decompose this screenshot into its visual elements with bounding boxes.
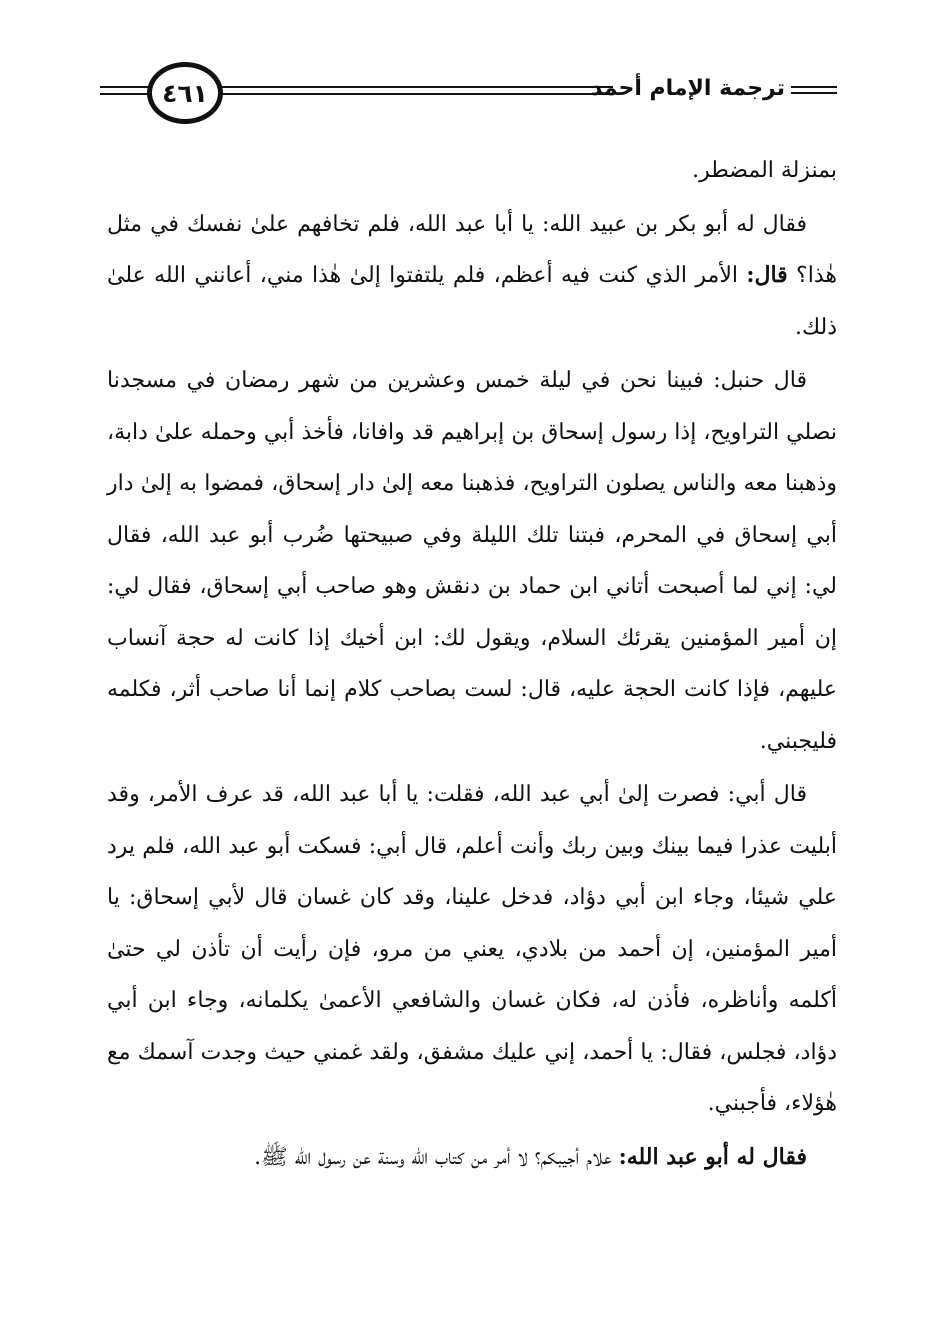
page-number: ٤٦١ — [147, 62, 223, 124]
paragraph — [107, 769, 837, 1130]
paragraph-text: قال أبي: فصرت إلىٰ أبي عبد الله، فقلت: يا أبا عبد الله، قد عرف الأمر، وقد أبليت عذرا فيما بينك وبين ربك وأنت أعلم، قال أبي: فسكت أبو عبد الله، فلم يرد علي شيئا، وجاء ابن أبي دؤاد، فدخل علينا، وقد كان غسان قال لأبي إسحاق: يا أمير المؤمنين، إن أحمد من بلادي، يعني من مرو، فإن رأيت أن تأذن لي حتىٰ أكلمه وأناظره، فأذن له، فكان غسان والشافعي الأعمىٰ يكلمانه، وجاء ابن أبي دؤاد، فجلس، فقال: يا أحمد، إني عليك مشفق، ولقد غمني حيث وجدت آسمك مع هٰؤلاء، فأجبني. — [107, 782, 837, 1116]
paragraph-text: الأمر الذي كنت فيه أعظم، فلم يلتفتوا إلىٰ هٰذا مني، أعانني الله علىٰ ذلك. — [107, 263, 837, 340]
paragraph-text: فقال له أبو بكر بن عبيد الله: يا أبا عبد الله، فلم تخافهم علىٰ نفسك في مثل هٰذا؟ — [107, 211, 837, 288]
paragraph — [107, 1132, 837, 1184]
page-header — [100, 60, 837, 140]
body-text — [107, 145, 837, 1185]
paragraph-text: علام أجيبكم؟ لا أمر من كتاب الله وسنة عن رسول الله ﷺ. — [254, 1144, 619, 1170]
paragraph-text: قال حنبل: فبينا نحن في ليلة خمس وعشرين من شهر رمضان في مسجدنا نصلي التراويح، إذا رسول إسحاق بن إبراهيم قد وافانا، فأخذ أبي وحمله علىٰ دابة، وذهبنا معه والناس يصلون التراويح، فذهبنا معه إلىٰ دار إسحاق، فمضوا به إلىٰ دار أبي إسحاق في المحرم، فبتنا تلك الليلة وفي صبيحتها ضُرب أبو عبد الله، فقال لي: إني لما أصبحت أتاني ابن حماد بن دنقش وهو صاحب أبي إسحاق، فقال لي: إن أمير المؤمنين يقرئك السلام، ويقول لك: ابن أخيك إذا كانت له حجة آنساب عليهم، فإذا كانت الحجة عليه، قال: لست بصاحب كلام إنما أنا صاحب أثر، فكلمه فليجبني. — [107, 368, 837, 754]
speaker-label: فقال له أبو عبد الله: — [618, 1143, 807, 1170]
title-ornament-rule — [791, 86, 837, 98]
paragraph — [107, 145, 837, 197]
paragraph — [107, 199, 837, 354]
running-title: ترجمة الإمام أحمد — [591, 76, 785, 101]
paragraph — [107, 355, 837, 767]
header-rule-middle-upper — [210, 86, 613, 88]
header-rule-middle-lower — [210, 93, 613, 95]
speaker-label: قال: — [746, 262, 788, 288]
paragraph-text: بمنزلة المضطر. — [692, 158, 837, 183]
